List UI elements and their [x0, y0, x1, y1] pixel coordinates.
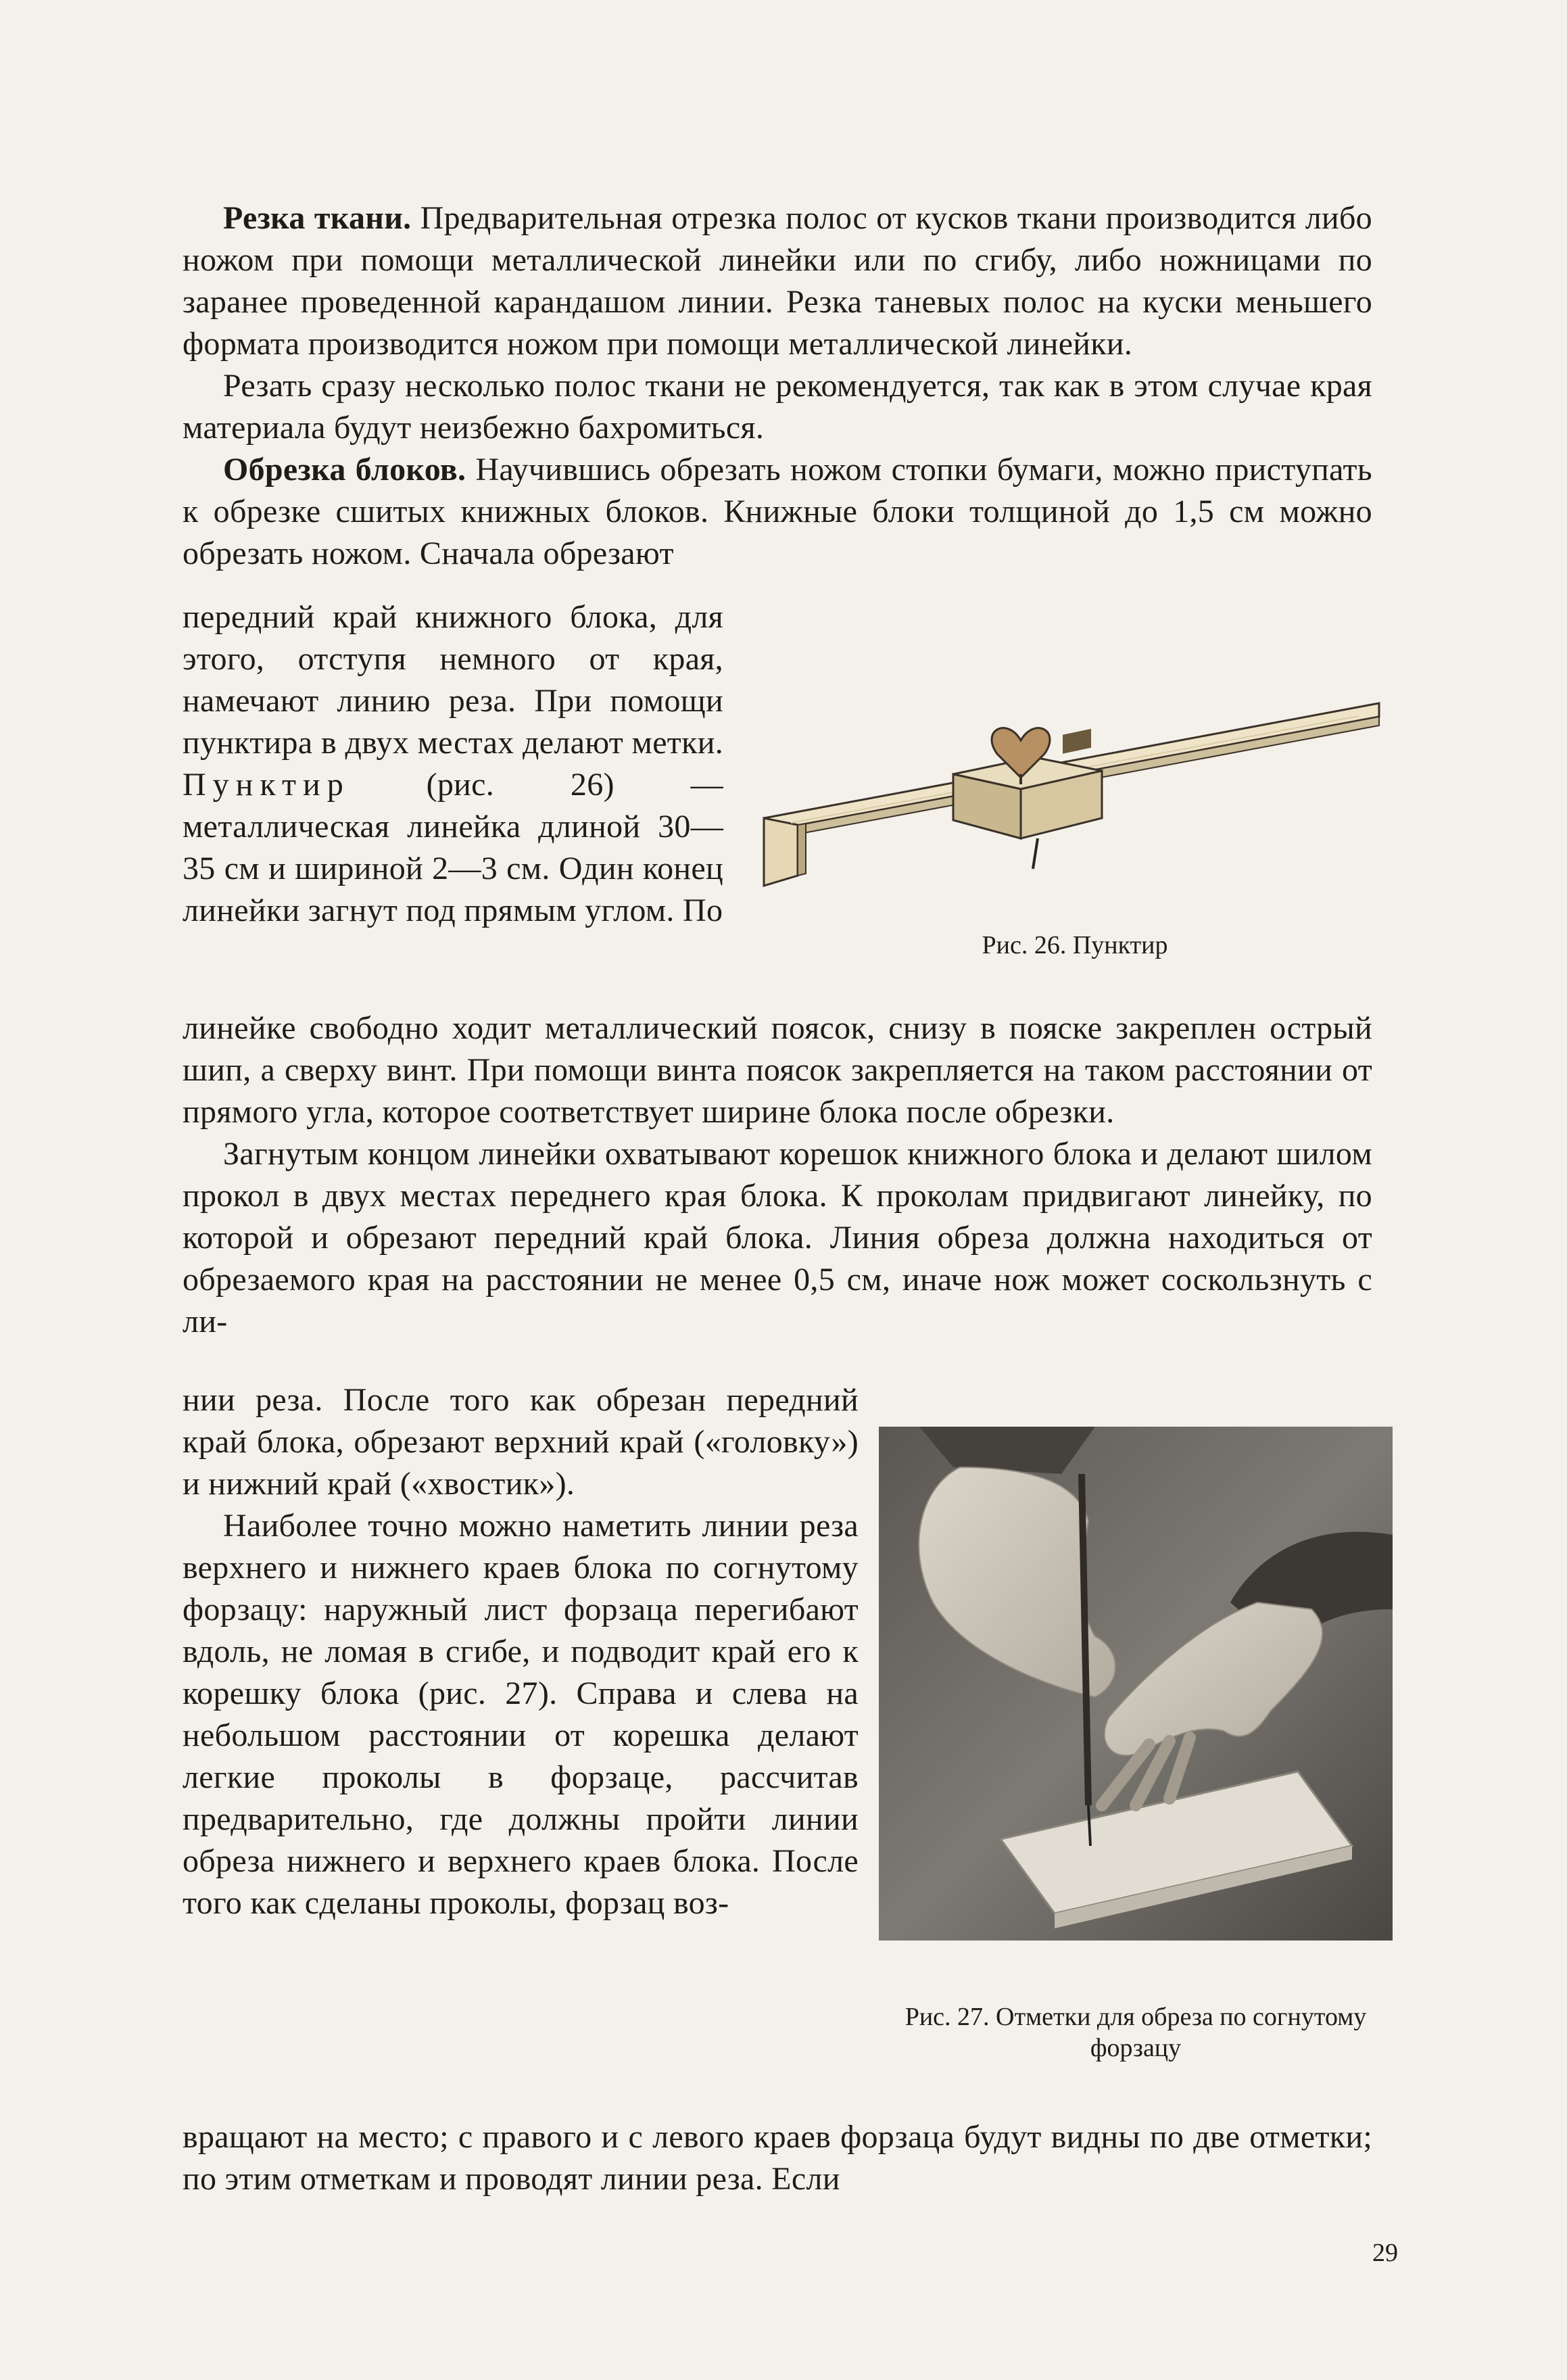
paragraph-folded-end: Загнутым концом линейки охватывают корешок книжного блока и делают шилом прокол в двух местах переднего края блока. К проколам придвигают линейку, по которой и обрезают передний край блока. Линия обреза должна находиться от обрезаемого края на расстоянии не менее 0,5 см, иначе нож может соскользнуть с ли- [183, 1136, 1372, 1339]
paragraph-text: передний край книжного блока, для этого, отступя немного от края, намечают линию реза. При помощи пунктира в двух местах делают метки. Пунктир (рис. 26) — металлическая линейка длиной 30—35 см и шириной 2—3 см. Один конец линейки загнут под прямым углом. По [183, 599, 723, 928]
text-after-fig26 [183, 1007, 1372, 1343]
wrap-text-fig26 [183, 596, 723, 932]
paragraph-fabric-cutting [183, 197, 1372, 365]
figure-27-photo [879, 1427, 1393, 1941]
paragraph-block-trimming [183, 449, 1372, 575]
figure-26-caption: Рис. 26. Пунктир [982, 931, 1168, 959]
section-title-block-trimming: Обрезка блоков. [223, 452, 466, 487]
page-number: 29 [1372, 2239, 1398, 2267]
paragraph-text: линейке свободно ходит металлический поясок, снизу в пояске закреплен острый шип, а сверху винт. При помощи винта поясок закрепляется на таком расстоянии от прямого угла, которое соответствует ширине блока после обрезки. [183, 1010, 1372, 1130]
section-title-fabric-cutting: Резка ткани. [223, 200, 412, 236]
figure-27-caption: Рис. 27. Отметки для обреза по согнутому форзацу [905, 2003, 1367, 2062]
paragraph-no-multiple-strips: Резать сразу несколько полос ткани не рекомендуется, так как в этом случае края материала будут неизбежно бахромиться. [183, 368, 1372, 446]
paragraph-text: Предварительная отрезка полос от кусков ткани производится либо ножом при помощи металлической линейки или по сгибу, либо ножницами по заранее проведенной карандашом линии. Резка таневых полос на куски меньшего формата производится ножом при помощи металлической линейки. [183, 200, 1372, 362]
paragraph-text: Научившись обрезать ножом стопки бумаги, можно приступать к обрезке сшитых книжных блоков. Книжные блоки толщиной до 1,5 см можно обрезать ножом. Сначала обрезают [183, 452, 1372, 571]
paragraph-flyleaf: Наиболее точно можно наметить линии реза верхнего и нижнего краев блока по согнутому форзацу: наружный лист форзаца перегибают вдоль, не ломая в сгибе, и подводит край его к корешку блока (рис. 27). Справа и слева на небольшом расстоянии от корешка делают легкие проколы в форзаце, рассчитав предварительно, где должны пройти линии обреза нижнего и верхнего краев блока. После того как сделаны проколы, форзац воз- [183, 1508, 859, 1921]
paragraph-text: вращают на место; с правого и с левого краев форзаца будут видны по две отметки; по этим отметкам и проводят линии реза. Если [183, 2119, 1372, 2197]
figure-26-punktir [750, 646, 1399, 903]
wrap-text-fig27 [183, 1379, 859, 1924]
paragraph-text: нии реза. После того как обрезан передний край блока, обрезают верхний край («головку») и нижний край («хвостик»). [183, 1382, 859, 1502]
term-punktir: Пунктир [183, 767, 350, 803]
bottom-text-block [183, 2116, 1372, 2200]
top-text-block [183, 197, 1372, 575]
